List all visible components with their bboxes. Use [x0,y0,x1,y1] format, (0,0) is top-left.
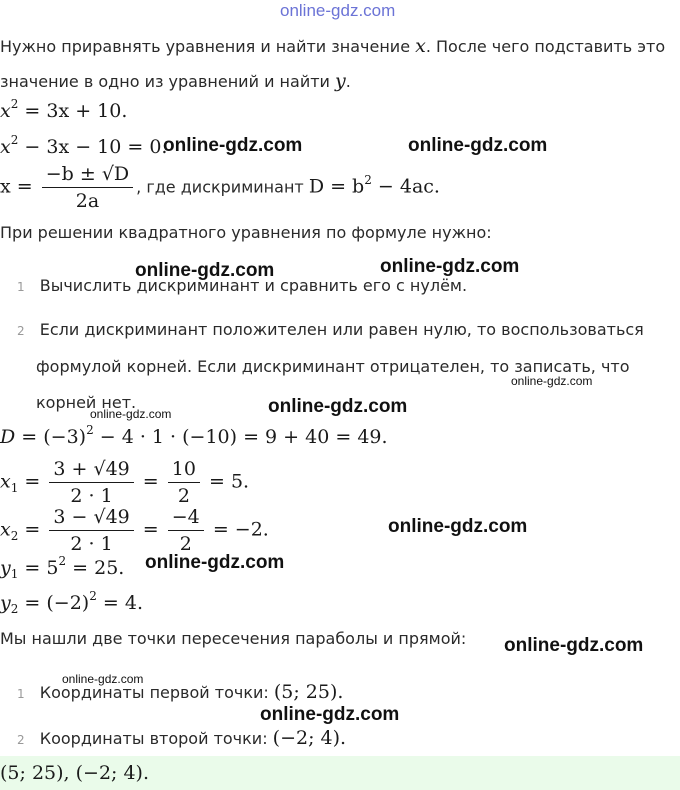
watermark: online-gdz.com [511,374,593,388]
answer-box [0,756,680,790]
x1-denominator: 2 · 1 [70,485,113,507]
intro-line-1-b: . После чего подставить это [425,37,666,56]
eq1-lhs: x [0,100,11,122]
point-1-text: Координаты первой точки: [39,683,274,702]
x2-denominator: 2 · 1 [70,533,113,555]
watermark: online-gdz.com [163,135,303,156]
discriminant-calc: $D = (-3)^2 - 4 \cdot 1 \cdot (-10) = 9 + 40 = 49$. [0,423,388,448]
x2-fraction-2 [168,506,204,555]
step-2 [17,320,644,341]
step-2-number: 2 [17,324,25,338]
watermark: online-gdz.com [90,407,172,421]
x1-sub: 1 [10,480,19,495]
y2-sub: 2 [10,602,19,616]
intro-line-1 [0,36,665,57]
point-2-number: 2 [17,733,25,747]
step-1-text: Вычислить дискриминант и сравнить его с нулём. [39,276,468,295]
eq2-rhs: − 3x − 10 = 0. [18,136,168,158]
y1-calc [0,554,125,581]
watermark: online-gdz.com [268,396,408,417]
equation-1 [0,97,128,122]
y2-b: = 4. [96,592,143,614]
watermark: online-gdz.com [260,704,400,725]
x1-fraction-2 [168,458,200,507]
point-1-number: 1 [17,687,25,701]
step-2-line-3: корней нет. [36,393,137,412]
eq3-fraction [42,163,133,212]
equation-2 [0,133,168,158]
watermark-top: online-gdz.com [280,1,396,20]
y1-b: = 25. [66,557,125,579]
equation-quadratic-formula [0,163,440,212]
x1-eq-2: = [142,470,159,493]
disc-exp: 2 [86,423,94,437]
y1-lhs: y [0,557,11,579]
eq3-exp: 2 [364,172,372,187]
eq1-rhs: = 3x + 10. [18,100,128,122]
step-2-line-1: Если дискриминант положителен или равен нулю, то воспользоваться [39,320,644,339]
rule-intro: При решении квадратного уравнения по формуле нужно: [0,223,492,242]
x2-numerator-2: −4 [168,506,204,531]
watermark: online-gdz.com [504,635,644,656]
watermark: online-gdz.com [408,135,548,156]
x1-fraction [49,458,133,507]
watermark: online-gdz.com [380,256,520,277]
eq2-exp: 2 [10,133,19,147]
x2-result: = −2. [212,518,269,541]
x2-numerator: 3 − √49 [49,506,133,531]
x1-numerator-2: 10 [168,458,200,483]
eq3-tail-2: − 4ac. [371,175,440,198]
eq2-lhs: x [0,136,11,158]
intro-line-2-a: значение в одно из уравнений и найти [0,72,336,91]
eq1-exp: 2 [10,97,19,111]
y2-a: = (−2) [18,592,90,614]
x2-denominator-2: 2 [179,533,192,555]
point-2-coord: (−2; 4). [272,727,347,749]
intro-line-2-b: . [345,72,351,91]
x2-fraction [49,506,133,555]
watermark: online-gdz.com [388,516,528,537]
watermark: online-gdz.com [62,672,144,686]
eq3-numerator: −b ± √D [42,163,133,188]
x1-eq: = [18,470,41,493]
point-1-coord: (5; 25). [273,681,344,703]
x2-sub: 2 [10,528,19,543]
points-intro: Мы нашли две точки пересечения параболы и прямой: [0,629,467,648]
y1-a: = 5 [18,557,59,579]
step-2-line-2: формулой корней. Если дискриминант отрицателен, то записать, что [36,357,630,376]
disc-b: − 4 · 1 · (−10) = 9 + 40 = 49. [93,426,388,448]
eq3-lhs: x = [0,175,33,198]
y2-calc [0,589,143,616]
answer-text: (5; 25), (−2; 4). [0,762,150,784]
eq3-tail: D = b [308,175,365,198]
x2-lhs: x [0,518,11,541]
intro-line-2 [0,71,351,92]
var-y: y [335,70,346,92]
step-1-number: 1 [17,280,25,294]
point-2 [17,728,346,750]
x2-eq: = [18,518,41,541]
x2-calc [0,506,269,555]
x1-numerator: 3 + √49 [49,458,133,483]
intro-line-1-a: Нужно приравнять уравнения и найти значение [0,37,416,56]
x1-result: = 5. [209,470,250,493]
y1-exp: 2 [58,554,67,568]
y1-sub: 1 [10,567,19,581]
eq3-middle-text: , где дискриминант [136,177,309,197]
y2-lhs: y [0,592,11,614]
watermark: online-gdz.com [145,552,285,573]
x2-eq-2: = [142,518,159,541]
eq3-denominator: 2a [75,190,100,212]
x1-lhs: x [0,470,11,493]
point-2-text: Координаты второй точки: [39,729,273,748]
x1-denominator-2: 2 [177,485,190,507]
var-x: x [415,35,426,57]
watermark: online-gdz.com [135,260,275,281]
y2-exp: 2 [89,589,97,603]
x1-calc [0,458,249,507]
